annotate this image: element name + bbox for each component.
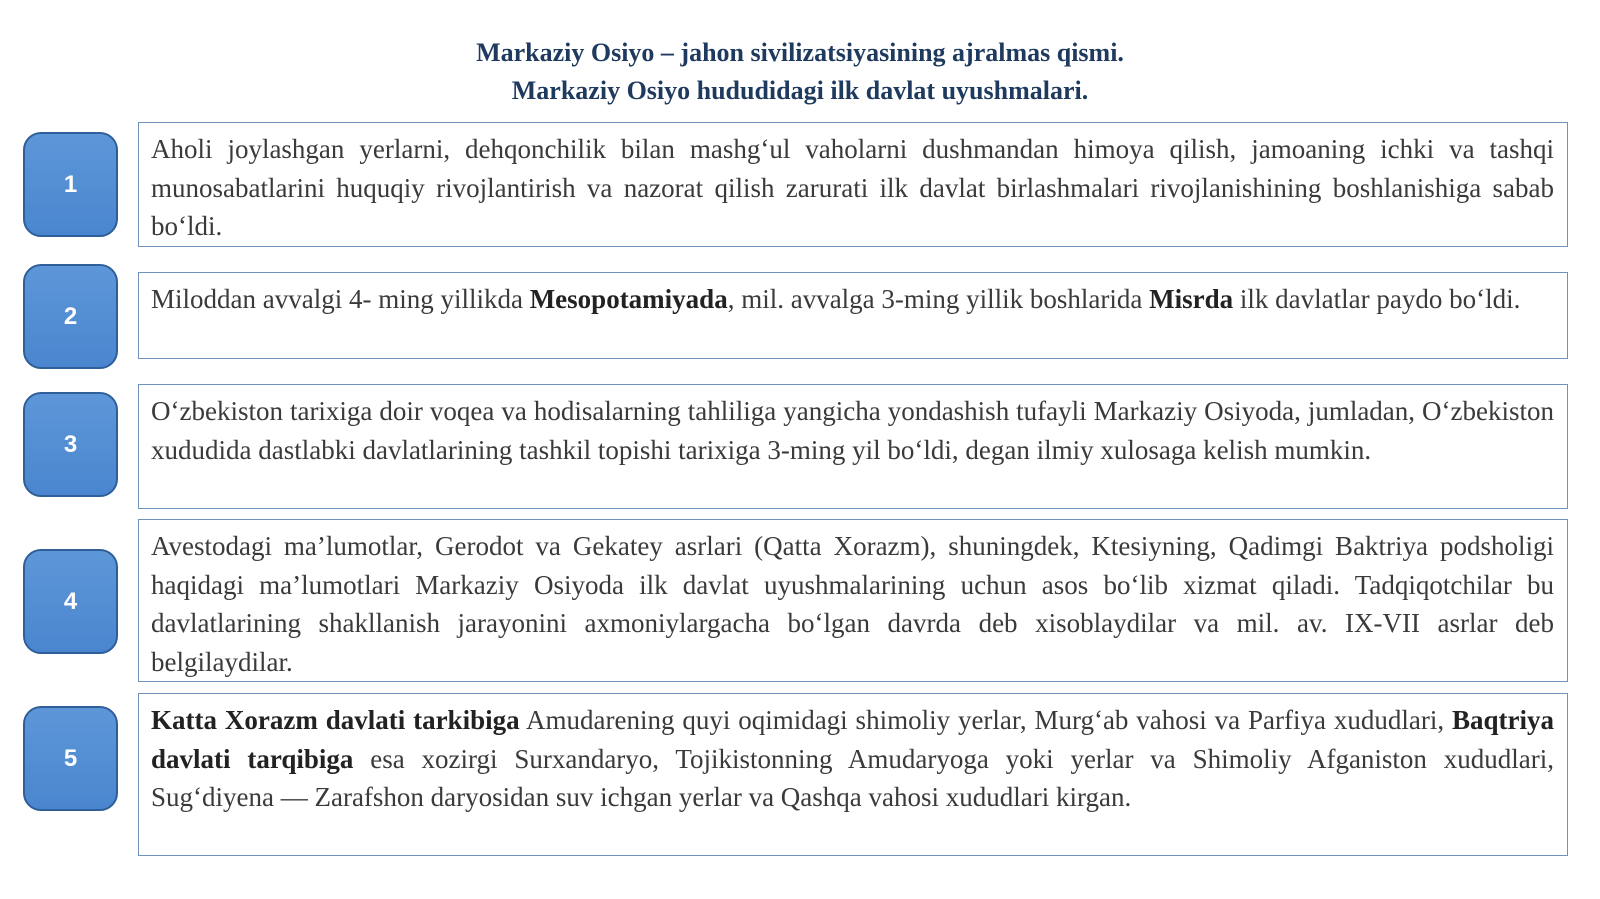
item-2-bold-a: Mesopotamiyada [529,284,728,314]
number-badge-3: 3 [23,392,118,497]
text-box-4 [138,519,1568,682]
item-5-bold-a: Katta Xorazm davlati tarkibiga [151,705,520,735]
item-2-text-b: , mil. avvalga 3-ming yillik boshlarida [727,284,1150,314]
item-1-text: Aholi joylashgan yerlarni, dehqonchilik bilan mashg‘ul vaholarni dushmandan himoya qilish, jamoaning ichki va tashqi munosabatlarini huquqiy rivojlantirish va nazorat qilish zarurati ilk davlat birlashmalari rivojlanishining boshlanishiga sabab bo‘ldi. [151,134,1554,241]
number-badge-5: 5 [23,706,118,811]
text-box-1 [138,122,1568,247]
item-2-text-a: Miloddan avvalgi 4- ming yillikda [151,284,530,314]
item-4-text: Avestodagi ma’lumotlar, Gerodot va Gekatey asrlari (Qatta Xorazm), shuningdek, Ktesiyning, Qadimgi Baktriya podsholigi haqidagi ma’lumotlari Markaziy Osiyoda ilk davlat uyushmalarining uchun asos bo‘lib xizmat qiladi. Tadqiqotchilar bu davlatlarining shakllanish jarayonini axmoniylargacha bo‘lgan davrda deb xisoblaydilar va mil. av. IX-VII asrlar deb belgilaydilar. [151,531,1554,677]
title-line-1: Markaziy Osiyo – jahon sivilizatsiyasining ajralmas qismi. [476,38,1124,67]
item-2-text-c: ilk davlatlar paydo bo‘ldi. [1233,284,1521,314]
item-2-bold-b: Misrda [1149,284,1234,314]
title-line-2: Markaziy Osiyo hududidagi ilk davlat uyushmalari. [511,76,1089,105]
number-badge-1: 1 [23,132,118,237]
item-5-text-b: esa xozirgi Surxandaryo, Tojikistonning Amudaryoga yoki yerlar va Shimoliy Afganiston xududlari, Sug‘diyena — Zarafshon daryosidan suv ichgan yerlar va Qashqa vahosi xududlari kirgan. [151,743,1554,812]
item-5-text-a: Amudarening quyi oqimidagi shimoliy yerlar, Murg‘ab vahosi va Parfiya xududlari, [519,705,1452,735]
item-5-bold-b: Baqtriya davlati tarqibiga [151,705,1554,774]
item-3-text: O‘zbekiston tarixiga doir voqea va hodisalarning tahliliga yangicha yondashish tufayli Markaziy Osiyoda, jumladan, O‘zbekiston xududida dastlabki davlatlarining tashkil topishi tarixiga 3-ming yil bo‘ldi, degan ilmiy xulosaga kelish mumkin. [151,396,1554,465]
text-box-5 [138,693,1568,856]
number-badge-4: 4 [23,549,118,654]
text-box-3 [138,384,1568,509]
text-box-2 [138,272,1568,359]
slide-title [0,34,1600,110]
number-badge-2: 2 [23,264,118,369]
